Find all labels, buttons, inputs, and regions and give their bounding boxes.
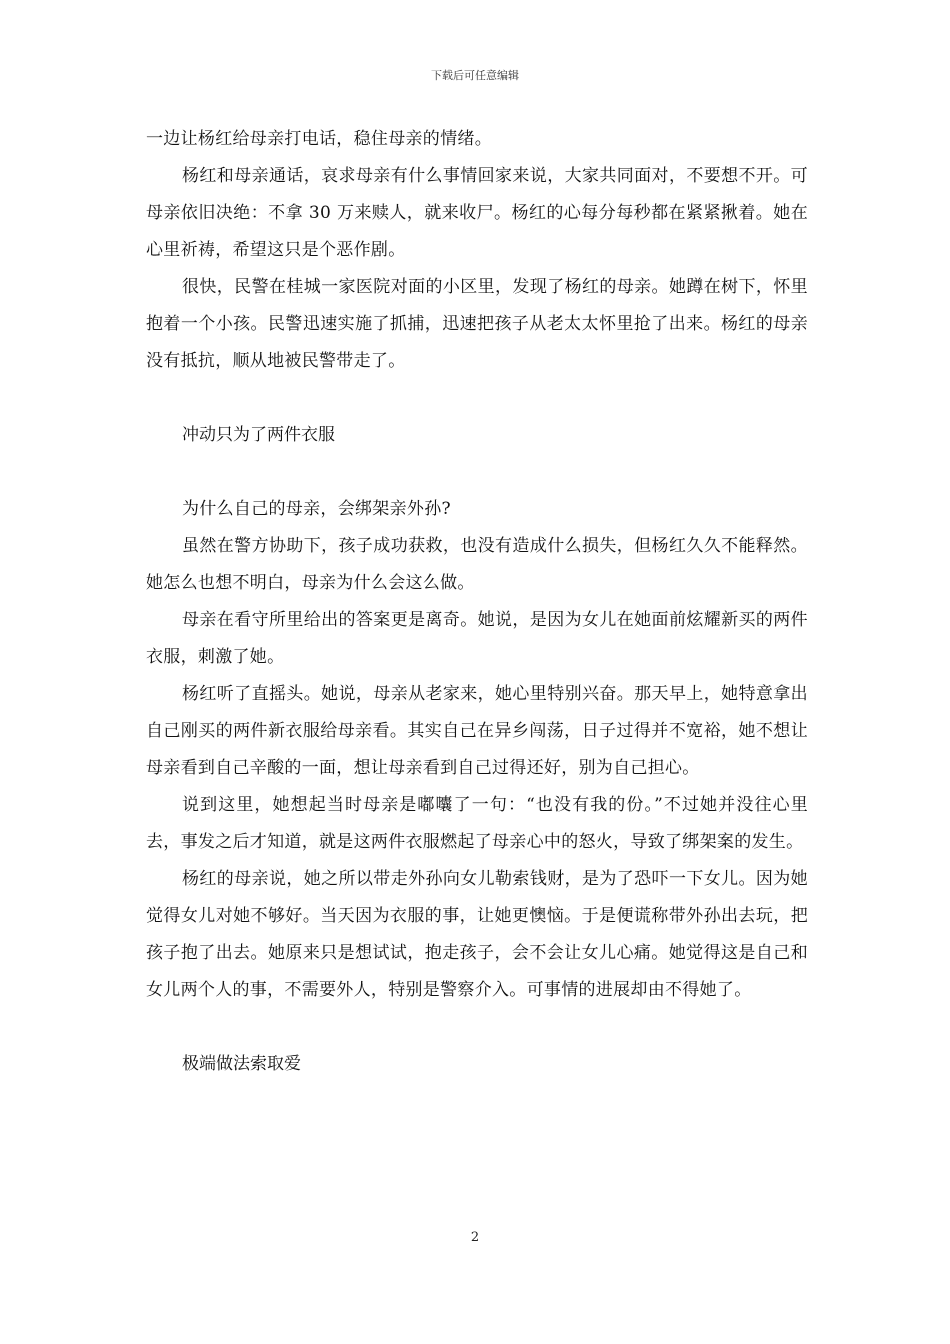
paragraph-7: 杨红听了直摇头。她说，母亲从老家来，她心里特别兴奋。那天早上，她特意拿出自己刚买的两件新衣服给母亲看。其实自己在异乡闯荡，日子过得并不宽裕，她不想让母亲看到自己辛酸的一面，想让母亲看到自己过得还好，别为自己担心。 xyxy=(146,684,808,778)
paragraph-5: 虽然在警方协助下，孩子成功获救，也没有造成什么损失，但杨红久久不能释然。她怎么也想不明白，母亲为什么会这么做。 xyxy=(146,536,808,593)
paragraph-1: 一边让杨红给母亲打电话，稳住母亲的情绪。 xyxy=(146,129,492,149)
section-heading-1: 冲动只为了两件衣服 xyxy=(182,425,335,445)
header-note: 下载后可任意编辑 xyxy=(431,69,519,82)
paragraph-4: 为什么自己的母亲，会绑架亲外孙? xyxy=(182,499,451,519)
spacer xyxy=(146,380,808,417)
article-body xyxy=(146,121,808,1083)
paragraph-9: 杨红的母亲说，她之所以带走外孙向女儿勒索钱财，是为了恐吓一下女儿。因为她觉得女儿对她不够好。当天因为衣服的事，让她更懊恼。于是便谎称带外孙出去玩，把孩子抱了出去。她原来只是想试试，抱走孩子，会不会让女儿心痛。她觉得这是自己和女儿两个人的事，不需要外人，特别是警察介入。可事情的进展却由不得她了。 xyxy=(146,869,808,1000)
page-number: 2 xyxy=(470,1230,480,1245)
paragraph-8: 说到这里，她想起当时母亲是嘟囔了一句：“也没有我的份。”不过她并没往心里去，事发之后才知道，就是这两件衣服燃起了母亲心中的怒火，导致了绑架案的发生。 xyxy=(146,795,808,852)
paragraph-6: 母亲在看守所里给出的答案更是离奇。她说，是因为女儿在她面前炫耀新买的两件衣服，刺激了她。 xyxy=(146,610,808,667)
paragraph-2: 杨红和母亲通话，哀求母亲有什么事情回家来说，大家共同面对，不要想不开。可母亲依旧决绝：不拿 30 万来赎人，就来收尸。杨红的心每分每秒都在紧紧揪着。她在心里祈祷，希望这只是个恶作剧。 xyxy=(146,166,808,260)
paragraph-3: 很快，民警在桂城一家医院对面的小区里，发现了杨红的母亲。她蹲在树下，怀里抱着一个小孩。民警迅速实施了抓捕，迅速把孩子从老太太怀里抢了出来。杨红的母亲没有抵抗，顺从地被民警带走了。 xyxy=(146,277,808,371)
spacer xyxy=(146,454,808,491)
spacer xyxy=(146,1009,808,1046)
section-heading-2: 极端做法索取爱 xyxy=(182,1054,301,1074)
